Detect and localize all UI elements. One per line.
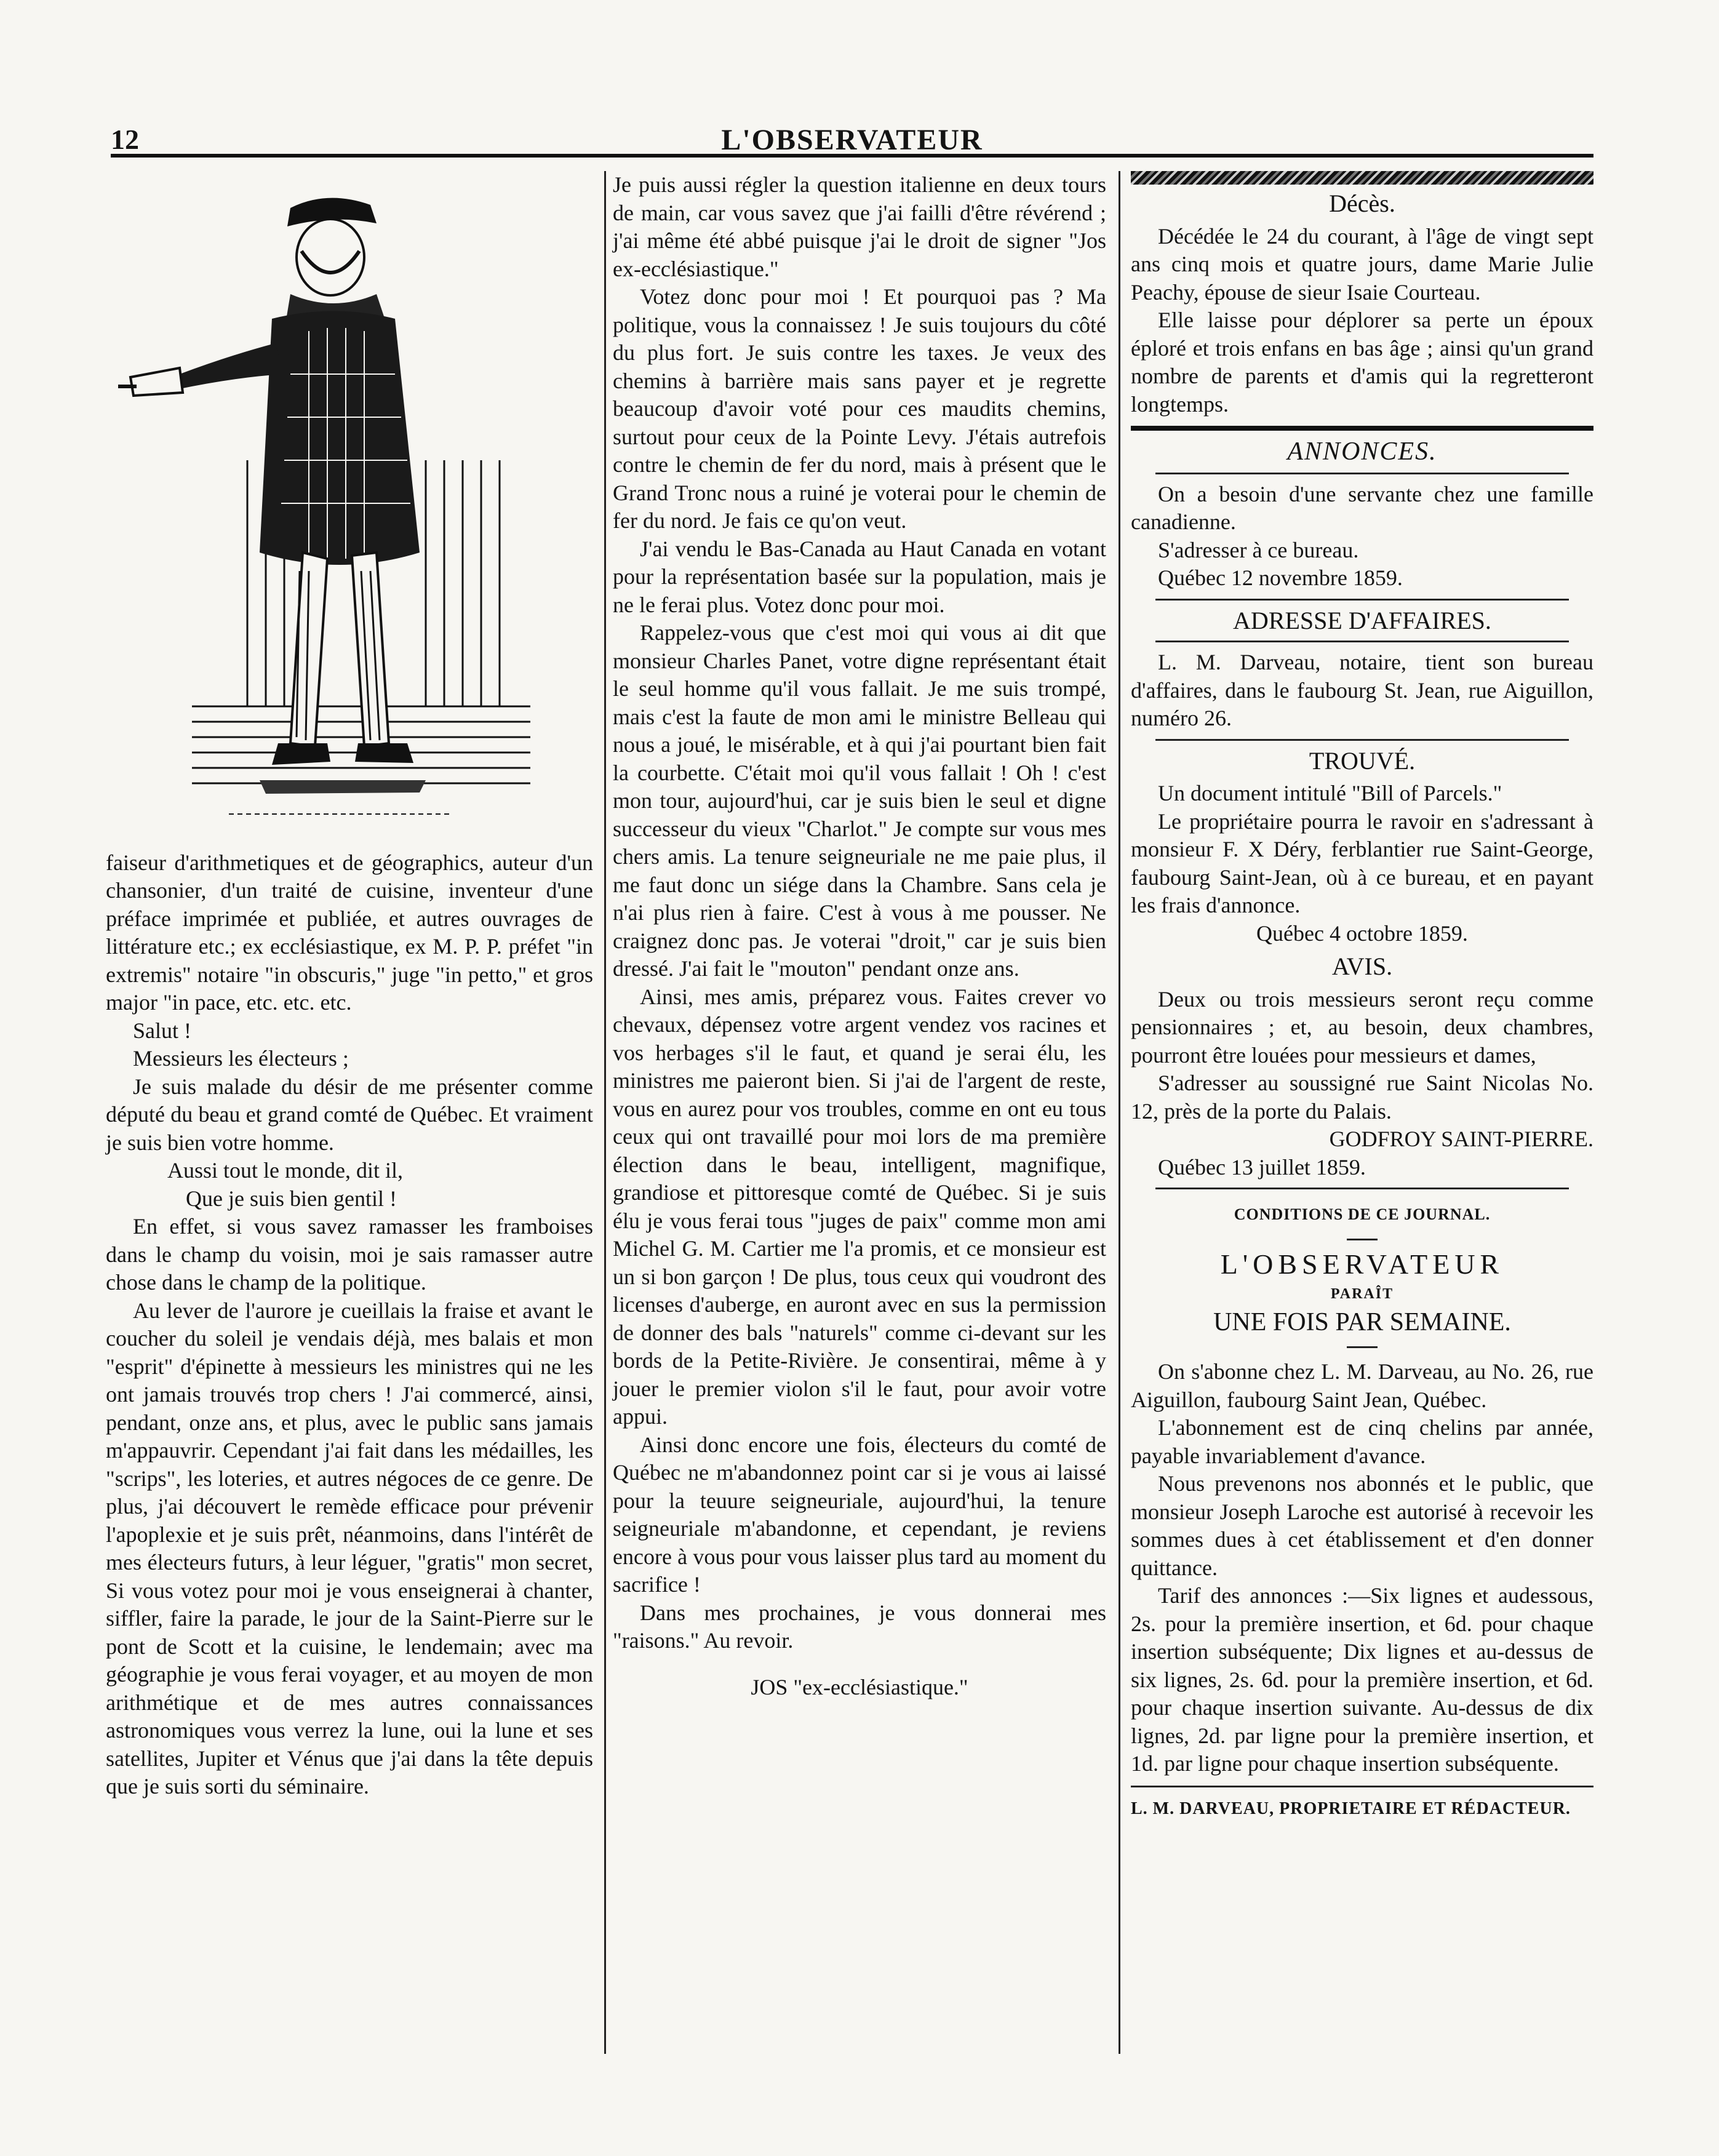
short-rule xyxy=(1347,1239,1378,1240)
journal-title: L'OBSERVATEUR xyxy=(1220,1248,1504,1280)
ornamental-band xyxy=(1131,171,1593,185)
conditions-heading: CONDITIONS DE CE JOURNAL. xyxy=(1234,1205,1491,1223)
annonces-heading: ANNONCES. xyxy=(1287,437,1437,466)
col2-paragraph-5: Ainsi, mes amis, préparez vous. Faites crever vo chevaux, dépensez votre argent vendez vos racines et vos herbages s'il le faut, et quand je serai élu, les ministres me paieront bien. Si j'ai de l'argent de reste, vous en aurez pour vos troubles, comme en ont eu tous ceux qui ont travaillé pour moi lors de ma première élection dans le beau, intelligent, magnifique, grandiose et pittoresque comté de Québec. Si je suis élu je vous ferai tous "juges de paix" comme mon ami Michel G. M. Cartier me l'a promis, et ce monsieur est un si bon garçon ! De plus, tous ceux qui voudront des licenses d'auberge, en auront avec en sus la permission de donner des bals "naturels" comme ci-devant sur les bords de la Petite-Rivière. Je consentirai, même à y jouer le premier violon s'il le faut, pour avoir votre appui. xyxy=(613,984,1106,1429)
deces-heading: Décès. xyxy=(1329,190,1395,217)
deces-paragraph-1: Décédée le 24 du courant, à l'âge de vingt sept ans cinq mois et quatre jours, dame Marie Julie Peachy, épouse de sieur Isaie Courteau. xyxy=(1131,223,1593,305)
col1-verse-2: Que je suis bien gentil ! xyxy=(186,1186,397,1211)
adresse-paragraph: L. M. Darveau, notaire, tient son bureau d'affaires, dans le faubourg St. Jean, rue Aiguillon, numéro 26. xyxy=(1131,650,1593,730)
col2-signature: JOS "ex-ecclésiastique." xyxy=(751,1674,968,1699)
publisher-footer: L. M. DARVEAU, PROPRIETAIRE ET RÉDACTEUR. xyxy=(1131,1799,1571,1818)
col2-paragraph-3: J'ai vendu le Bas-Canada au Haut Canada en votant pour la représentation basée sur la population, mais je ne le ferai plus. Votez donc pour moi. xyxy=(613,536,1106,617)
col1-verse-1: Aussi tout le monde, dit il, xyxy=(167,1158,403,1183)
col2-paragraph-7: Dans mes prochaines, je vous donnerai mes "raisons." Au revoir. xyxy=(613,1600,1106,1653)
conditions-paragraph-2: L'abonnement est de cinq chelins par année, payable invariablement d'avance. xyxy=(1131,1415,1593,1468)
trouve-paragraph-1: Un document intitulé "Bill of Parcels." xyxy=(1158,781,1502,805)
short-rule xyxy=(1347,1346,1378,1348)
annonces-paragraph-2: S'adresser à ce bureau. xyxy=(1158,537,1359,562)
section-rule xyxy=(1131,1786,1593,1787)
column-divider-1 xyxy=(604,171,606,2054)
col2-paragraph-4: Rappelez-vous que c'est moi qui vous ai dit que monsieur Charles Panet, votre digne représentant était le seul homme qu'il vous fallait. Je me suis trompé, mais c'est la faute de mon ami le ministre Belleau qui nous a joué, le misérable, et à qui j'ai pourtant bien fait la courbette. C'était moi qu'il vous fallait ! Oh ! c'est mon tour, aujourd'hui, car je suis bien le seul et digne successeur du vieux "Charlot." Je compte sur vous mes chers amis. La tenure seigneuriale ne me paie plus, il me faut donc un siége dans la Chambre. Sans cela je n'ai plus rien à faire. C'est à vous à me pousser. Ne craignez donc pas. Je voterai "droit," car je suis bien dressé. J'ai fait le "mouton" pendant onze ans. xyxy=(613,620,1106,981)
col1-salut: Salut ! xyxy=(133,1018,191,1043)
section-rule xyxy=(1155,739,1569,741)
annonces-paragraph-1: On a besoin d'une servante chez une famille canadienne. xyxy=(1131,481,1593,534)
conditions-tarif: Tarif des annonces :—Six lignes et audessous, 2s. pour la première insertion, et 6d. pour chaque insertion subséquente; Dix lignes et au-dessus de six lignes, 2s. 6d. pour la première insertion, et 6d. pour chaque insertion suivante. Au-dessus de dix lignes, 2d. par ligne pour la première insertion, et 1d. par ligne pour chaque insertion subséquente. xyxy=(1131,1583,1593,1776)
woodcut-illustration xyxy=(106,171,593,842)
col1-paragraph-3: En effet, si vous savez ramasser les framboises dans le champ du voisin, moi je sais ramasser autre chose dans le champ de la politique. xyxy=(106,1214,593,1295)
section-rule xyxy=(1155,473,1569,474)
conditions-paragraph-1: On s'abonne chez L. M. Darveau, au No. 26, rue Aiguillon, faubourg Saint Jean, Québec. xyxy=(1131,1359,1593,1412)
trouve-date: Québec 4 octobre 1859. xyxy=(1256,920,1468,946)
col1-greeting: Messieurs les électeurs ; xyxy=(133,1046,349,1071)
header-rule xyxy=(111,154,1593,158)
col1-paragraph-4: Au lever de l'aurore je cueillais la fraise et avant le coucher du soleil je vendais déjà, mes balais et mon "esprit" d'épinette à messieurs les ministres qui ne les ont jamais trouvés trop chers ! J'ai commercé, ainsi, pendant, onze ans, et plus, avec le public sans jamais m'appauvrir. Cependant j'ai fait dans les médailles, les "scrips", les loteries, et autres négoces de ce genre. De plus, j'ai découvert le remède efficace pour prévenir l'apoplexie et je suis prêt, néanmoins, dans l'intérêt de mes électeurs futurs, à leur léguer, "gratis" mon secret, Si vous votez pour moi je vous enseignerai à chanter, siffler, faire la parade, le jour de la Saint-Pierre sur le pont de Scott et la cuisine, le lendemain; avec ma géographie je vous ferai voyager, et au moyen de mon arithmétique et de mes autres connaissances astronomiques vous verrez la lune, oui la lune et ses satellites, Jupiter et Vénus que j'ai dans la tête depuis que je suis sorti du séminaire. xyxy=(106,1298,593,1799)
page-number: 12 xyxy=(111,124,139,155)
conditions-paragraph-3: Nous prevenons nos abonnés et le public, que monsieur Joseph Laroche est autorisé à recevoir les sommes dues à cet établissement et d'en donner quittance. xyxy=(1131,1471,1593,1580)
section-rule xyxy=(1155,599,1569,601)
deces-paragraph-2: Elle laisse pour déplorer sa perte un époux éploré et trois enfans en bas âge ; ainsi qu'un grand nombre de parents et d'amis qui la regretteront longtemps. xyxy=(1131,308,1593,417)
adresse-heading: ADRESSE D'AFFAIRES. xyxy=(1233,606,1491,634)
frequency-label: UNE FOIS PAR SEMAINE. xyxy=(1213,1308,1511,1336)
column-2 xyxy=(613,171,1106,1701)
column-divider-2 xyxy=(1119,171,1120,2054)
avis-heading: AVIS. xyxy=(1331,952,1393,980)
column-1 xyxy=(106,171,593,1801)
avis-date: Québec 13 juillet 1859. xyxy=(1158,1154,1366,1180)
column-3 xyxy=(1131,171,1593,1823)
col1-paragraph-2: Je suis malade du désir de me présenter comme député du beau et grand comté de Québec. Et vraiment je suis bien votre homme. xyxy=(106,1074,593,1155)
section-rule xyxy=(1155,641,1569,642)
trouve-heading: TROUVÉ. xyxy=(1309,746,1416,775)
avis-paragraph-2: S'adresser au soussigné rue Saint Nicolas No. 12, près de la porte du Palais. xyxy=(1131,1071,1593,1124)
section-rule xyxy=(1155,1188,1569,1189)
annonces-date: Québec 12 novembre 1859. xyxy=(1158,565,1403,590)
parait-label: PARAÎT xyxy=(1330,1286,1394,1302)
col2-paragraph-6: Ainsi donc encore une fois, électeurs du comté de Québec ne m'abandonnez point car si je vous ai laissé pour la teuure seigneuriale, aujourd'hui, la tenure seigneuriale m'abandonne, et cependant, je reviens encore à vous pour vous laisser plus tard au moment du sacrifice ! xyxy=(613,1432,1106,1597)
col2-paragraph-2: Votez donc pour moi ! Et pourquoi pas ? Ma politique, vous la connaissez ! Je suis toujours du côté du plus fort. Je suis contre les taxes. Je veux des chemins à barrière mais sans payer et je regrette beaucoup d'avoir voté pour ces maudits chemins, surtout pour ceux de la Pointe Levy. J'étais autrefois contre le chemin de fer du nord, mais à présent que le Grand Tronc nous a ruiné je voterai pour le chemin de fer du nord. Je fais ce qu'on veut. xyxy=(613,284,1106,533)
avis-paragraph-1: Deux ou trois messieurs seront reçu comme pensionnaires ; et, au besoin, deux chambres, pourront être louées pour messieurs et dames, xyxy=(1131,986,1593,1068)
section-rule xyxy=(1131,426,1593,431)
avis-signatory: GODFROY SAINT-PIERRE. xyxy=(1329,1127,1593,1151)
col1-intro: faiseur d'arithmetiques et de géographics, auteur d'un chansonier, d'un traité de cuisine, inventeur d'une préface imprimée et publiée, et autres ouvrages de littérature etc.; ex ecclésiastique, ex M. P. P. préfet "in extremis" notaire "in obscuris," juge "in petto," et gros major "in pace, etc. etc. etc. xyxy=(106,850,593,1015)
col2-paragraph-1: Je puis aussi régler la question italienne en deux tours de main, car vous savez que j'ai failli d'être révérend ; j'ai même été abbé puisque j'ai le droit de signer "Jos ex-ecclésiastique." xyxy=(613,172,1106,281)
masthead-title: L'OBSERVATEUR xyxy=(721,124,983,156)
trouve-paragraph-2: Le propriétaire pourra le ravoir en s'adressant à monsieur F. X Déry, ferblantier rue Saint-George, faubourg Saint-Jean, où à ce bureau, et en payant les frais d'annonce. xyxy=(1131,808,1593,917)
